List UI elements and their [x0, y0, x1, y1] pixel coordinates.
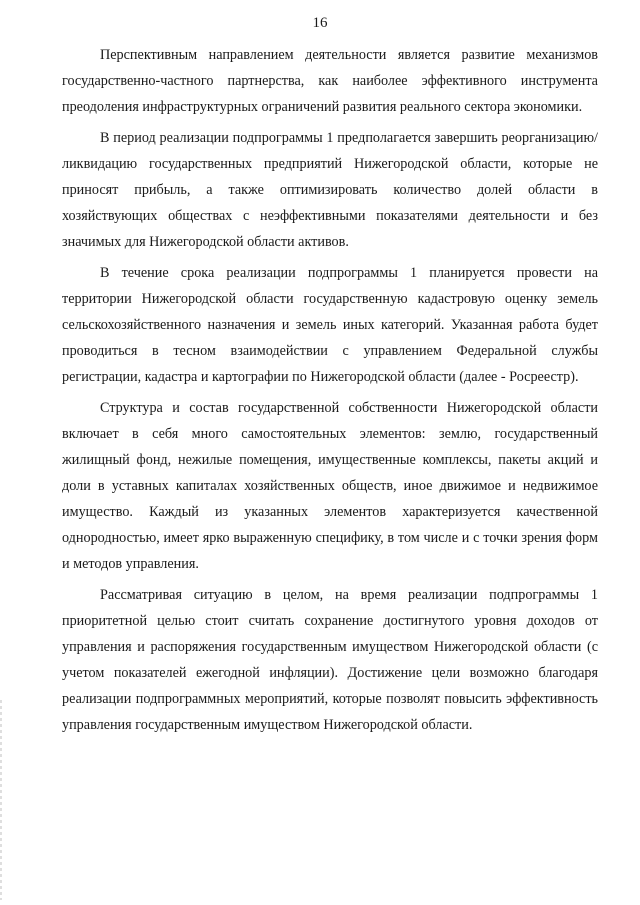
page-number: 16 [312, 15, 328, 31]
paragraph: Рассматривая ситуацию в целом, на время реализации подпрограммы 1 приоритетной целью стоит считать сохранение достигнутого уровня доходов от управления и распоряжения государственным имуществом Нижегородской области (с учетом показателей ежегодной инфляции). Достижение цели возможно благодаря реализации подпрограммных мероприятий, которые позволят повысить эффективность управления государственным имуществом Нижегородской области. [62, 587, 598, 733]
paragraph: В период реализации подпрограммы 1 предполагается завершить реорганизацию/ликвидацию государственных предприятий Нижегородской области, которые не приносят прибыль, а также оптимизировать количество долей области в хозяйствующих обществах с неэффективными показателями деятельности и без значимых для Нижегородской области активов. [62, 130, 598, 250]
document-body [62, 42, 598, 743]
paragraph: Структура и состав государственной собственности Нижегородской области включает в себя много самостоятельных элементов: землю, государственный жилищный фонд, нежилые помещения, имущественные комплексы, пакеты акций и доли в уставных капиталах хозяйственных обществ, иное движимое и недвижимое имущество. Каждый из указанных элементов характеризуется качественной однородностью, имеет ярко выраженную специфику, в том числе и с точки зрения форм и методов управления. [62, 400, 598, 572]
paragraph: В течение срока реализации подпрограммы 1 планируется провести на территории Нижегородской области государственную кадастровую оценку земель сельскохозяйственного назначения и земель иных категорий. Указанная работа будет проводиться в тесном взаимодействии с управлением Федеральной службы регистрации, кадастра и картографии по Нижегородской области (далее - Росреестр). [62, 265, 598, 385]
paragraph: Перспективным направлением деятельности является развитие механизмов государственно-частного партнерства, как наиболее эффективного инструмента преодоления инфраструктурных ограничений развития реального сектора экономики. [62, 47, 598, 115]
scan-edge-artifact [0, 700, 2, 900]
